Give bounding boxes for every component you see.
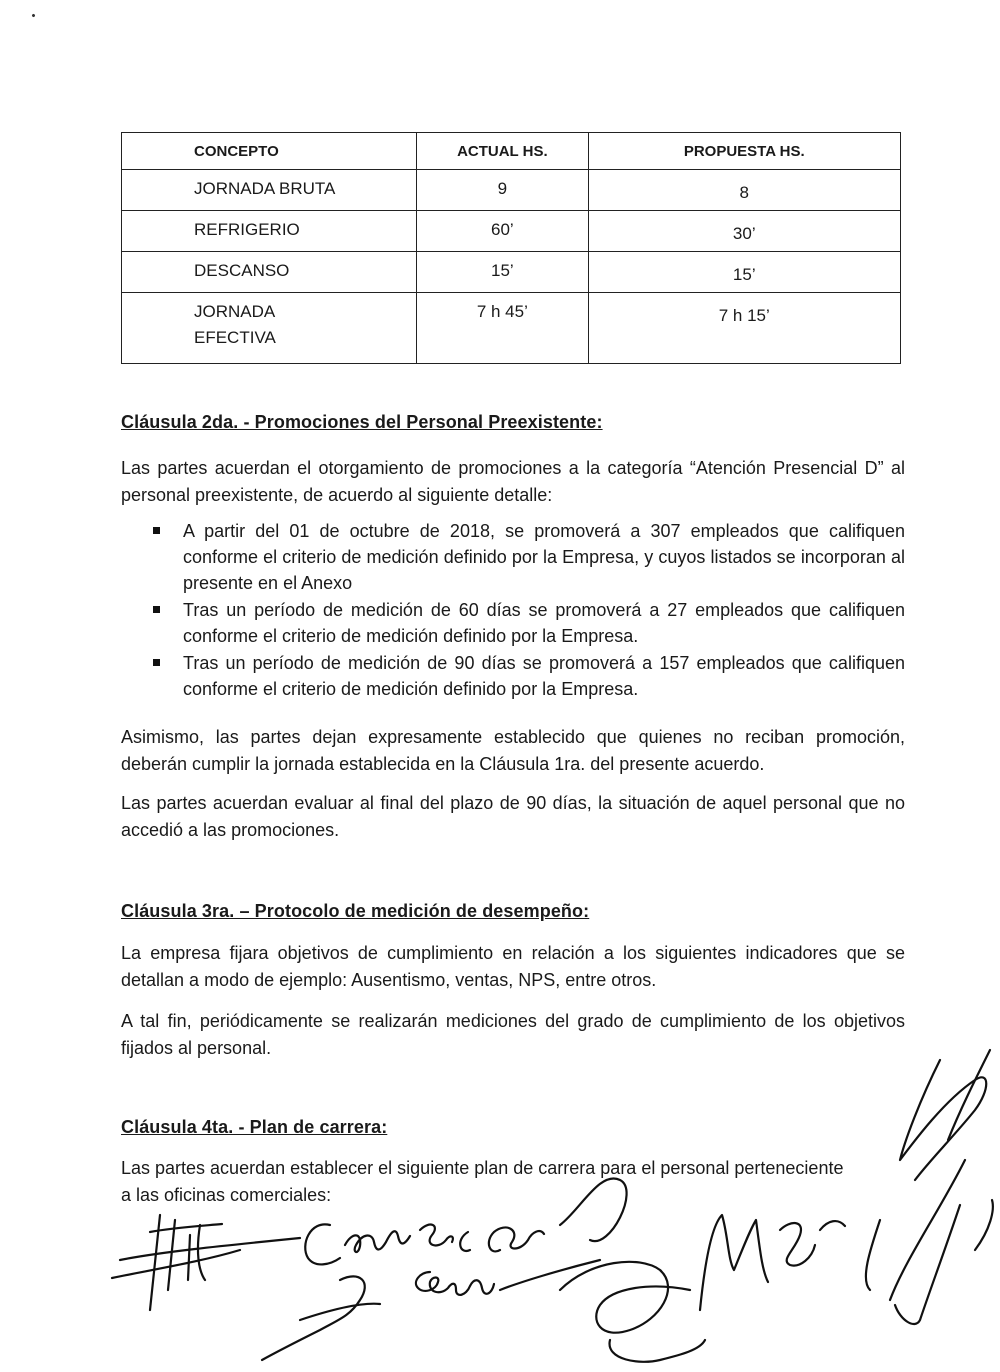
concepto-cell: JORNADA BRUTA (194, 179, 336, 198)
concepto-cell: DESCANSO (194, 261, 290, 280)
handwritten-signatures (0, 1020, 1000, 1372)
signature-sweep (866, 1050, 993, 1324)
promotions-list (121, 518, 905, 703)
signature-carlos (305, 1178, 626, 1264)
clausula-4-intro-line: a las oficinas comerciales: (121, 1185, 332, 1205)
scan-speck (31, 13, 35, 17)
clausula-4-intro-line: Las partes acuerdan establecer el siguiente plan de carrera para el personal perteneciente (121, 1158, 844, 1178)
clausula-2-heading: Cláusula 2da. - Promociones del Personal Preexistente: (121, 412, 603, 432)
clausula-3-paragraph-2: A tal fin, periódicamente se realizarán mediciones del grado de cumplimiento de los objetivos fijados al personal. (121, 1011, 905, 1058)
header-propuesta: PROPUESTA HS. (588, 133, 900, 170)
signature-elena (262, 1260, 600, 1360)
clausula-2-paragraph-2: Asimismo, las partes dejan expresamente establecido que quienes no reciban promoción, deberán cumplir la jornada establecida en la Cláusula 1ra. del presente acuerdo. (121, 727, 905, 774)
table-row (122, 293, 901, 364)
propuesta-cell: 30’ (732, 224, 756, 243)
bullet-square-icon (153, 606, 160, 613)
table-header-row (122, 133, 901, 170)
propuesta-cell: 7 h 15’ (718, 306, 770, 325)
clausula-3-heading: Cláusula 3ra. – Protocolo de medición de desempeño: (121, 901, 590, 921)
signature-mg (700, 1215, 845, 1310)
table-row (122, 211, 901, 252)
actual-cell: 7 h 45’ (476, 302, 528, 321)
clausula-3-paragraph-1: La empresa fijara objetivos de cumplimiento en relación a los siguientes indicadores que se detallan a modo de ejemplo: Ausentismo, ventas, NPS, entre otros. (121, 943, 905, 990)
clausula-4-heading: Cláusula 4ta. - Plan de carrera: (121, 1117, 388, 1137)
actual-cell: 15’ (491, 261, 514, 280)
concepto-line: EFECTIVA (194, 328, 276, 347)
signature-hash (112, 1215, 300, 1310)
concepto-cell: REFRIGERIO (194, 220, 300, 239)
list-item: Tras un período de medición de 60 días se promoverá a 27 empleados que califiquen conforme el criterio de medición definido por la Empresa. (121, 597, 905, 649)
propuesta-cell: 15’ (732, 265, 756, 284)
hours-table (121, 132, 901, 364)
propuesta-cell: 8 (739, 183, 749, 202)
actual-cell: 9 (497, 179, 508, 198)
concepto-line: JORNADA (194, 302, 276, 321)
bullet-square-icon (153, 527, 160, 534)
list-item: Tras un período de medición de 90 días se promoverá a 157 empleados que califiquen conforme el criterio de medición definido por la Empresa. (121, 650, 905, 702)
list-item: A partir del 01 de octubre de 2018, se promoverá a 307 empleados que califiquen conforme el criterio de medición definido por la Empresa, y cuyos listados se incorporan al presente en el Anexo (121, 518, 905, 596)
signature-loop (560, 1262, 705, 1362)
header-concepto: CONCEPTO (122, 133, 417, 170)
bullet-square-icon (153, 659, 160, 666)
table-row (122, 170, 901, 211)
table-row (122, 252, 901, 293)
actual-cell: 60’ (491, 220, 514, 239)
header-actual: ACTUAL HS. (417, 133, 588, 170)
clausula-2-intro: Las partes acuerdan el otorgamiento de promociones a la categoría “Atención Presencial D” al personal preexistente, de acuerdo al siguiente detalle: (121, 458, 905, 505)
clausula-2-paragraph-3: Las partes acuerdan evaluar al final del plazo de 90 días, la situación de aquel personal que no accedió a las promociones. (121, 793, 905, 840)
concepto-cell (194, 293, 416, 351)
